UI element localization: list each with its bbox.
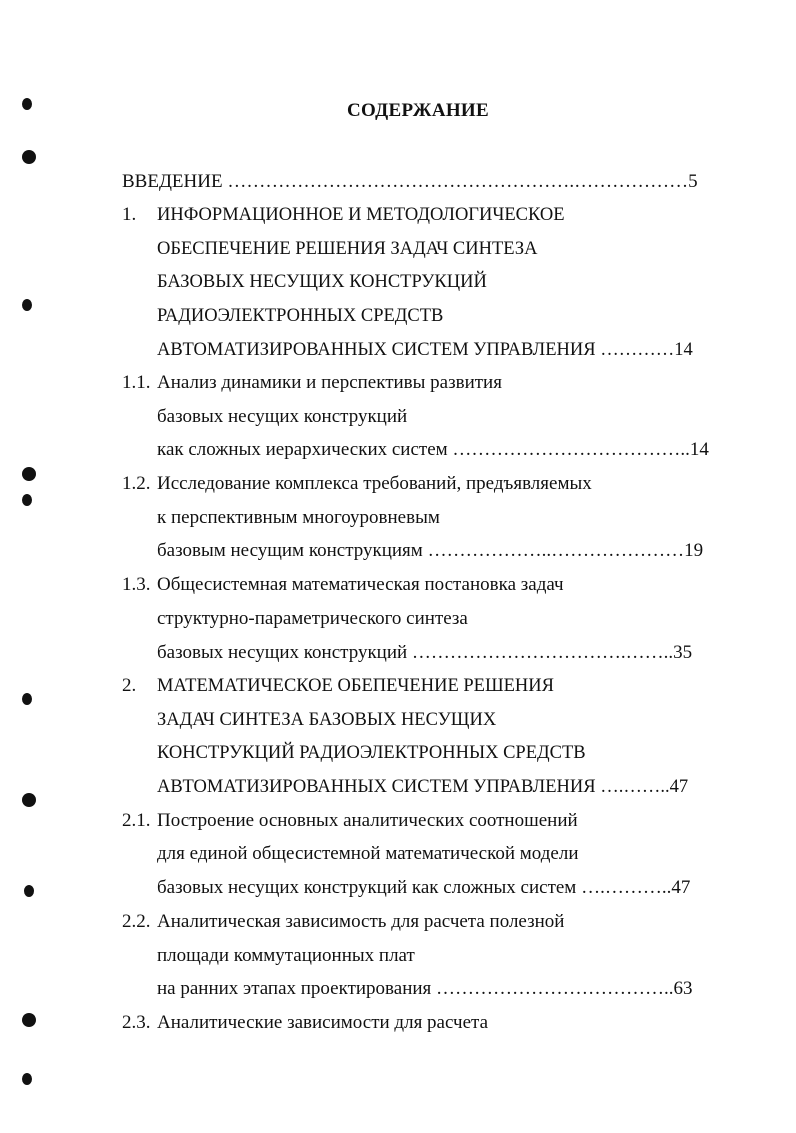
toc-number: 2. — [122, 675, 137, 696]
punch-hole — [22, 467, 36, 481]
toc-chapter-line: ЗАДАЧ СИНТЕЗА БАЗОВЫХ НЕСУЩИХ — [157, 710, 497, 730]
toc-entry-intro: ВВЕДЕНИЕ ……………………………………………….………………5 — [122, 171, 698, 192]
punch-hole — [22, 1013, 36, 1027]
toc-section-line: на ранних этапах проектирования ………………………………..63 — [157, 978, 693, 999]
toc-section-line: Общесистемная математическая постановка задач — [157, 574, 564, 595]
punch-hole — [22, 494, 32, 506]
toc-section-line: Анализ динамики и перспективы развития — [157, 372, 502, 393]
punch-hole — [22, 299, 32, 311]
toc-chapter-line: ИНФОРМАЦИОННОЕ И МЕТОДОЛОГИЧЕСКОЕ — [157, 205, 565, 225]
toc-section-line: базовым несущим конструкциям ………………..…………………19 — [157, 540, 704, 561]
toc-number: 1. — [122, 204, 137, 225]
toc-section-line: Построение основных аналитических соотношений — [157, 810, 578, 831]
toc-chapter-line: МАТЕМАТИЧЕСКОЕ ОБЕПЕЧЕНИЕ РЕШЕНИЯ — [157, 676, 554, 696]
toc-section-line: структурно-параметрического синтеза — [157, 608, 468, 629]
toc-section-line: к перспективным многоуровневым — [157, 507, 440, 528]
toc-number: 2.2. — [122, 911, 151, 932]
toc-number: 1.3. — [122, 574, 151, 595]
toc-number: 1.1. — [122, 372, 151, 393]
punch-hole — [22, 1073, 32, 1085]
toc-chapter-line: АВТОМАТИЗИРОВАННЫХ СИСТЕМ УПРАВЛЕНИЯ ….……..47 — [157, 777, 689, 797]
page-title: СОДЕРЖАНИЕ — [347, 100, 489, 121]
toc-section-line: базовых несущих конструкций …………………………….……..35 — [157, 642, 693, 663]
toc-number: 1.2. — [122, 473, 151, 494]
toc-section-line: Аналитические зависимости для расчета — [157, 1012, 488, 1033]
toc-number: 2.1. — [122, 810, 151, 831]
toc-section-line: Исследование комплекса требований, предъявляемых — [157, 473, 592, 494]
toc-section-line: Аналитическая зависимость для расчета полезной — [157, 911, 565, 932]
punch-hole — [24, 885, 34, 897]
toc-chapter-line: ОБЕСПЕЧЕНИЕ РЕШЕНИЯ ЗАДАЧ СИНТЕЗА — [157, 239, 538, 259]
toc-number: 2.3. — [122, 1012, 151, 1033]
toc-chapter-line: РАДИОЭЛЕКТРОННЫХ СРЕДСТВ — [157, 306, 444, 326]
punch-hole — [22, 793, 36, 807]
toc-section-line: базовых несущих конструкций — [157, 406, 408, 427]
punch-hole — [22, 150, 36, 164]
toc-section-line: для единой общесистемной математической модели — [157, 843, 579, 864]
punch-hole — [22, 693, 32, 705]
toc-chapter-line: БАЗОВЫХ НЕСУЩИХ КОНСТРУКЦИЙ — [157, 272, 487, 292]
toc-section-line: площади коммутационных плат — [157, 945, 415, 966]
toc-chapter-line: АВТОМАТИЗИРОВАННЫХ СИСТЕМ УПРАВЛЕНИЯ …………14 — [157, 340, 693, 360]
toc-section-line: базовых несущих конструкций как сложных систем ….………..47 — [157, 877, 691, 898]
toc-chapter-line: КОНСТРУКЦИЙ РАДИОЭЛЕКТРОННЫХ СРЕДСТВ — [157, 743, 586, 763]
toc-section-line: как сложных иерархических систем ………………………………..14 — [157, 439, 709, 460]
